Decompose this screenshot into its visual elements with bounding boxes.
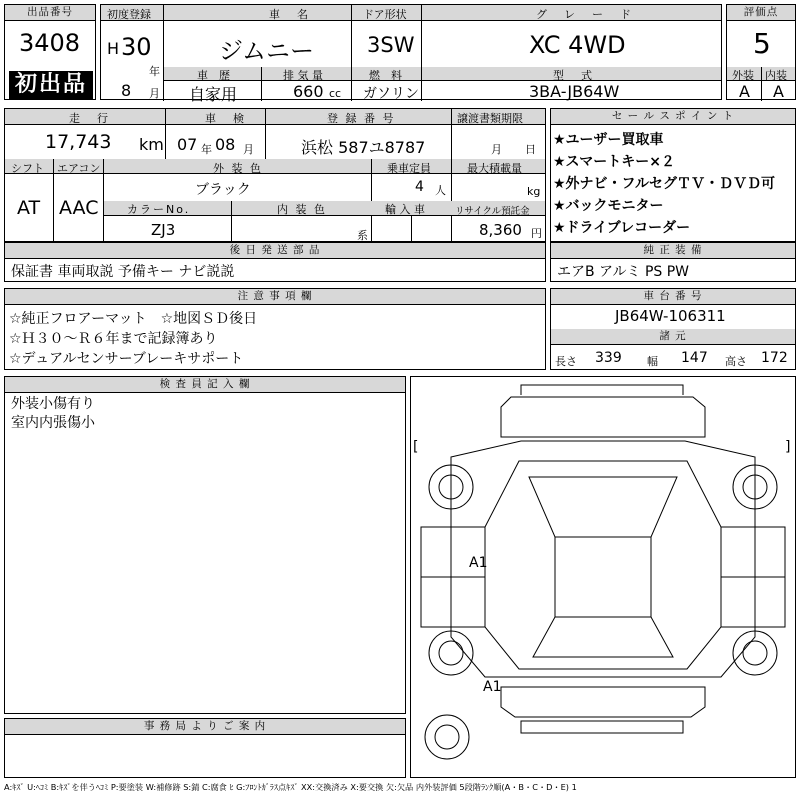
rear-window-outline — [533, 617, 673, 657]
grade: XC 4WD — [529, 31, 626, 59]
divider — [265, 109, 266, 159]
color-label: 外 装 色 — [213, 162, 263, 175]
divider — [451, 159, 452, 241]
lot-label: 出品番号 — [5, 5, 95, 21]
later-parts-box — [4, 242, 546, 282]
note-line: ☆Ｈ３０～Ｒ６年まで記録簿あり — [9, 331, 218, 347]
damage-mark-rear: A1 — [483, 679, 502, 695]
later-parts-value: 保証書 車両取説 予備キー ナビ説説 — [11, 264, 235, 280]
door-label: ドア形状 — [363, 8, 407, 21]
grade-label: グ レ ー ド — [536, 8, 634, 21]
displacement: 660 — [293, 82, 324, 101]
inspection-label: 車 検 — [205, 112, 247, 125]
inspector-notes — [11, 395, 95, 433]
model-label: 型 式 — [553, 69, 595, 82]
score-label: 評価点 — [727, 5, 795, 21]
divider — [261, 67, 262, 101]
interior-label: 内装 — [765, 69, 787, 82]
interior-color-label: 内 装 色 — [277, 203, 327, 216]
recycle-unit: 円 — [531, 227, 542, 240]
car-name: ジムニー — [219, 37, 315, 65]
fuel-label: 燃 料 — [369, 69, 402, 82]
sales-point-item: ★ユーザー買取車 — [553, 132, 664, 148]
divider — [231, 201, 232, 241]
notes-label: 注 意 事 項 欄 — [5, 289, 545, 305]
score-value: 5 — [753, 27, 771, 60]
reg-month: 8 — [121, 81, 132, 100]
first-reg-label: 初度登録 — [107, 8, 151, 21]
mileage-label: 走 行 — [69, 112, 111, 125]
office-box — [4, 718, 406, 778]
color-no-label: カラーNo. — [127, 203, 191, 216]
insp-month-unit: 月 — [243, 143, 254, 156]
transfer-label: 譲渡書類期限 — [457, 112, 523, 125]
era: H — [107, 39, 120, 58]
divider — [351, 5, 352, 67]
ac-label: エアコン — [57, 162, 101, 175]
divider — [421, 5, 422, 67]
rear-panel-outline — [501, 687, 705, 717]
equipment-value: エアB アルミ PS PW — [557, 264, 690, 280]
displacement-unit: cc — [329, 87, 342, 100]
specs-label: 諸 元 — [551, 329, 795, 345]
later-parts-label: 後 日 発 送 部 品 — [5, 243, 545, 259]
sales-point-item: ★ドライブレコーダー — [553, 220, 691, 236]
first-listing-badge: 初出品 — [9, 71, 93, 99]
model-code: 3BA-JB64W — [529, 82, 620, 101]
year-unit: 年 — [149, 65, 160, 78]
divider — [421, 67, 422, 101]
inspector-note: 室内内張傷小 — [11, 415, 95, 431]
exterior-grade: A — [739, 82, 750, 101]
sales-points-label: セ ー ル ス ポ イ ン ト — [551, 109, 795, 125]
spare-tire-hub — [435, 725, 459, 749]
rear-bumper-outline — [521, 721, 683, 733]
shift: AT — [17, 197, 41, 219]
divider — [53, 159, 54, 241]
capacity-unit: 人 — [435, 184, 446, 197]
sales-point-item: ★バックモニター — [553, 198, 664, 214]
length-label: 長さ — [555, 355, 577, 368]
color-code: ZJ3 — [151, 221, 176, 239]
interior-color-unit: 系 — [357, 229, 368, 242]
divider — [451, 109, 452, 159]
divider — [163, 5, 164, 101]
capacity-label: 乗車定員 — [387, 162, 431, 175]
lot-number: 3408 — [19, 29, 81, 57]
chassis-box — [550, 288, 796, 370]
interior-grade: A — [773, 82, 784, 101]
mileage-unit: km — [139, 135, 164, 154]
sales-points-list — [553, 129, 775, 239]
row2-header-bg — [164, 67, 721, 81]
reg-year: 30 — [121, 33, 152, 61]
bracket-right: ] — [785, 439, 791, 455]
month-unit: 月 — [149, 87, 160, 100]
history: 自家用 — [189, 85, 238, 104]
damage-mark-side: A1 — [469, 555, 488, 571]
lot-box — [4, 4, 96, 100]
transfer-month: 月 — [491, 143, 502, 156]
inspector-box — [4, 376, 406, 714]
vehicle-info-box — [100, 4, 722, 104]
car-damage-diagram — [411, 377, 795, 777]
plate-number: 浜松 587ユ8787 — [301, 138, 426, 157]
rear-right-hub — [743, 641, 767, 665]
height-value: 172 — [761, 350, 788, 366]
bracket-left: [ — [413, 439, 419, 455]
mileage: 17,743 — [45, 131, 112, 153]
history-label: 車 歴 — [197, 69, 230, 82]
divider — [351, 67, 352, 101]
load-unit: kg — [527, 185, 541, 198]
front-panel-outline — [501, 397, 705, 437]
sales-points-box — [550, 108, 796, 242]
height-label: 高さ — [725, 355, 747, 368]
chassis-number: JB64W-106311 — [615, 307, 726, 325]
roof-outline — [555, 537, 651, 617]
spare-tire — [425, 715, 469, 759]
sales-point-item: ★スマートキー×２ — [553, 154, 676, 170]
score-box — [726, 4, 796, 100]
recycle-fee: 8,360 — [479, 221, 522, 239]
details-box — [4, 108, 546, 242]
shift-label: シフト — [11, 162, 44, 175]
notes-list — [9, 309, 257, 369]
fuel: ガソリン — [363, 86, 419, 102]
divider — [103, 159, 104, 241]
front-bumper-outline — [521, 385, 683, 395]
insp-month: 08 — [215, 135, 236, 154]
capacity: 4 — [415, 179, 424, 195]
rear-left-hub — [439, 641, 463, 665]
sales-point-item: ★外ナビ・フルセグＴＶ・ＤＶＤ可 — [553, 176, 775, 192]
length-value: 339 — [595, 350, 622, 366]
divider — [761, 67, 762, 101]
car-diagram-box — [410, 376, 796, 778]
load-label: 最大積載量 — [467, 162, 522, 175]
car-name-label: 車 名 — [269, 8, 311, 21]
exterior-label: 外装 — [732, 69, 754, 82]
divider — [371, 159, 372, 241]
displacement-label: 排 気 量 — [283, 69, 323, 82]
plate-label: 登 録 番 号 — [327, 112, 396, 125]
chassis-label: 車 台 番 号 — [551, 289, 795, 305]
office-label: 事 務 局 よ り ご 案 内 — [5, 719, 405, 735]
note-line: ☆デュアルセンサーブレーキサポート — [9, 351, 244, 367]
inspector-note: 外装小傷有り — [11, 396, 95, 412]
divider — [411, 216, 412, 241]
divider — [165, 109, 166, 159]
note-line: ☆純正フロアーマット ☆地図ＳＤ後日 — [9, 311, 258, 327]
legend: A:ｷｽﾞ U:ﾍｺﾐ B:ｷｽﾞを伴うﾍｺﾐ P:要塗装 W:補修跡 S:錆 C:腐食 ﾋ G:ﾌﾛﾝﾄｶﾞﾗｽ点ｷｽﾞ XX:交換済み X:要交換 欠:欠品 内外装評価 5段階ﾗﾝｸ順(A・B・C・D・E) 1 — [4, 782, 577, 792]
transfer-day: 日 — [525, 143, 536, 156]
import-label: 輸 入 車 — [385, 203, 425, 216]
notes-box — [4, 288, 546, 370]
exterior-color: ブラック — [195, 182, 251, 198]
width-label: 幅 — [647, 355, 658, 368]
air-conditioner: AAC — [59, 197, 99, 219]
door-type: 3SW — [367, 33, 415, 57]
inspector-label: 検 査 員 記 入 欄 — [5, 377, 405, 393]
insp-year-unit: 年 — [201, 143, 212, 156]
windshield-outline — [529, 477, 677, 537]
equipment-label: 純 正 装 備 — [551, 243, 795, 259]
recycle-label: リサイクル預託金 — [455, 206, 530, 217]
cabin-outline — [485, 461, 721, 669]
equipment-box — [550, 242, 796, 282]
width-value: 147 — [681, 350, 708, 366]
insp-year: 07 — [177, 135, 198, 154]
